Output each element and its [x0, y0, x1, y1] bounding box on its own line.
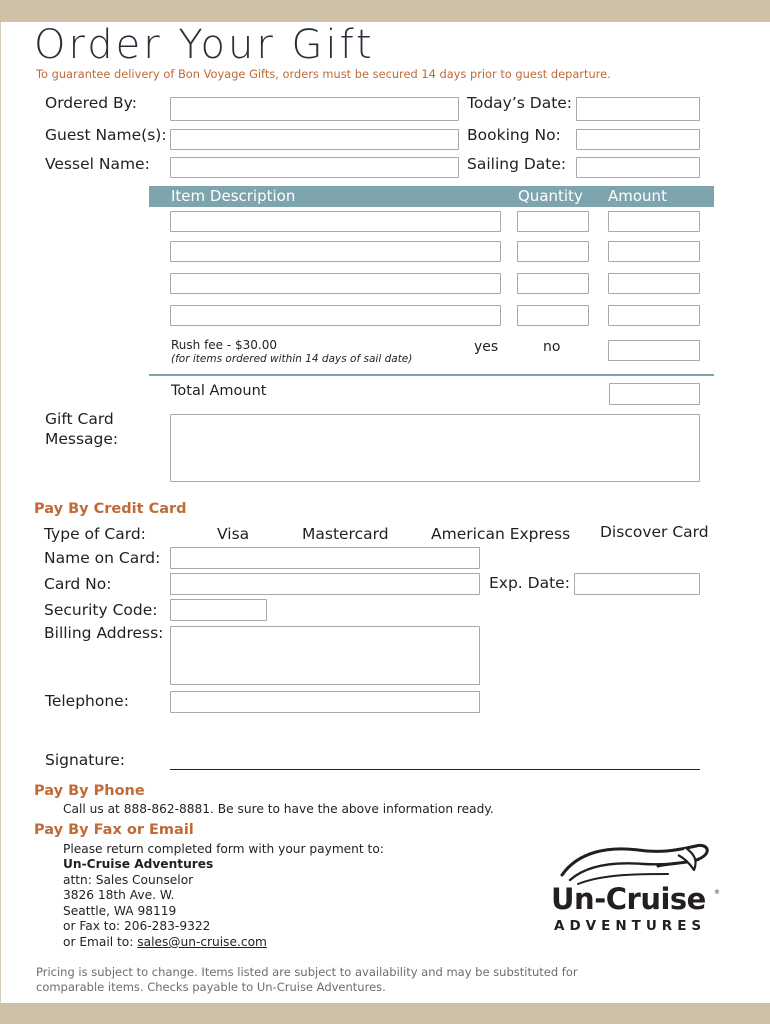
total-amount-label: Total Amount [171, 383, 267, 399]
item-description-field-1[interactable] [170, 211, 501, 232]
card-no-field[interactable] [170, 573, 480, 595]
credit-card-heading: Pay By Credit Card [34, 501, 187, 517]
ordered-by-field[interactable] [170, 97, 459, 121]
card-type-amex-option[interactable]: American Express [431, 525, 571, 543]
fax-email-intro: Please return completed form with your payment to: [63, 842, 384, 856]
rush-fee-no-option[interactable]: no [543, 339, 561, 355]
logo-subtitle: ADVENTURES [554, 918, 707, 934]
guest-names-label: Guest Name(s): [45, 126, 167, 144]
fax-line: or Fax to: 206-283-9322 [63, 919, 211, 933]
item-description-header: Item Description [171, 187, 296, 205]
booking-no-label: Booking No: [467, 126, 561, 144]
card-type-discover-option[interactable]: Discover Card [600, 523, 709, 541]
exp-date-field[interactable] [574, 573, 700, 595]
rush-fee-yes-option[interactable]: yes [474, 339, 499, 355]
card-type-mastercard-option[interactable]: Mastercard [302, 525, 389, 543]
guest-names-field[interactable] [170, 129, 459, 150]
page-subtitle: To guarantee delivery of Bon Voyage Gifts, orders must be secured 14 days prior to guest departure. [36, 67, 611, 81]
item-description-field-4[interactable] [170, 305, 501, 326]
phone-heading: Pay By Phone [34, 783, 145, 799]
signature-line[interactable] [170, 769, 700, 770]
telephone-label: Telephone: [45, 692, 129, 710]
item-quantity-field-2[interactable] [517, 241, 589, 262]
gift-card-message-field[interactable] [170, 414, 700, 482]
email-prefix: or Email to: [63, 935, 138, 949]
amount-header: Amount [608, 187, 667, 205]
page-edge [0, 22, 1, 1003]
email-link[interactable]: sales@un-cruise.com [137, 935, 267, 949]
name-on-card-field[interactable] [170, 547, 480, 569]
todays-date-label: Today’s Date: [467, 94, 573, 112]
name-on-card-label: Name on Card: [44, 549, 161, 567]
card-type-visa-option[interactable]: Visa [217, 525, 250, 543]
page-title: Order Your Gift [34, 22, 375, 68]
security-code-label: Security Code: [44, 601, 158, 619]
total-amount-field[interactable] [609, 383, 700, 405]
security-code-field[interactable] [170, 599, 267, 621]
footer-line-2: comparable items. Checks payable to Un-Cruise Adventures. [36, 980, 386, 994]
gift-card-label-line2: Message: [45, 430, 119, 448]
vessel-name-field[interactable] [170, 157, 459, 178]
un-cruise-logo [548, 840, 723, 940]
sailing-date-field[interactable] [576, 157, 700, 178]
company-name: Un-Cruise Adventures [63, 857, 214, 871]
item-quantity-field-1[interactable] [517, 211, 589, 232]
item-amount-field-2[interactable] [608, 241, 700, 262]
rush-fee-amount-field[interactable] [608, 340, 700, 361]
logo-registered-mark: ® [714, 889, 720, 896]
fax-email-heading: Pay By Fax or Email [34, 822, 194, 838]
item-table-header [149, 186, 714, 207]
booking-no-field[interactable] [576, 129, 700, 150]
item-amount-field-4[interactable] [608, 305, 700, 326]
bottom-band [0, 1003, 770, 1024]
rush-fee-note: (for items ordered within 14 days of sail date) [171, 353, 413, 365]
gift-card-label-line1: Gift Card [45, 410, 114, 428]
card-type-label: Type of Card: [44, 525, 146, 543]
signature-label: Signature: [45, 751, 125, 769]
total-divider [149, 374, 714, 376]
attn-line: attn: Sales Counselor [63, 873, 194, 887]
item-description-field-3[interactable] [170, 273, 501, 294]
todays-date-field[interactable] [576, 97, 700, 121]
ordered-by-label: Ordered By: [45, 94, 137, 112]
item-amount-field-3[interactable] [608, 273, 700, 294]
city-line: Seattle, WA 98119 [63, 904, 177, 918]
email-line [63, 935, 267, 949]
card-no-label: Card No: [44, 575, 112, 593]
item-description-field-2[interactable] [170, 241, 501, 262]
quantity-header: Quantity [518, 187, 583, 205]
street-line: 3826 18th Ave. W. [63, 888, 175, 902]
item-quantity-field-3[interactable] [517, 273, 589, 294]
rush-fee-label: Rush fee - $30.00 [171, 338, 278, 352]
item-quantity-field-4[interactable] [517, 305, 589, 326]
exp-date-label: Exp. Date: [489, 574, 570, 592]
top-band [0, 0, 770, 22]
billing-address-field[interactable] [170, 626, 480, 685]
sailing-date-label: Sailing Date: [467, 155, 567, 173]
billing-address-label: Billing Address: [44, 624, 164, 642]
logo-wordmark: Un-Cruise [551, 882, 706, 916]
phone-text: Call us at 888-862-8881. Be sure to have the above information ready. [63, 802, 494, 816]
telephone-field[interactable] [170, 691, 480, 713]
item-amount-field-1[interactable] [608, 211, 700, 232]
vessel-name-label: Vessel Name: [45, 155, 150, 173]
footer-line-1: Pricing is subject to change. Items listed are subject to availability and may be substituted for [36, 965, 578, 979]
